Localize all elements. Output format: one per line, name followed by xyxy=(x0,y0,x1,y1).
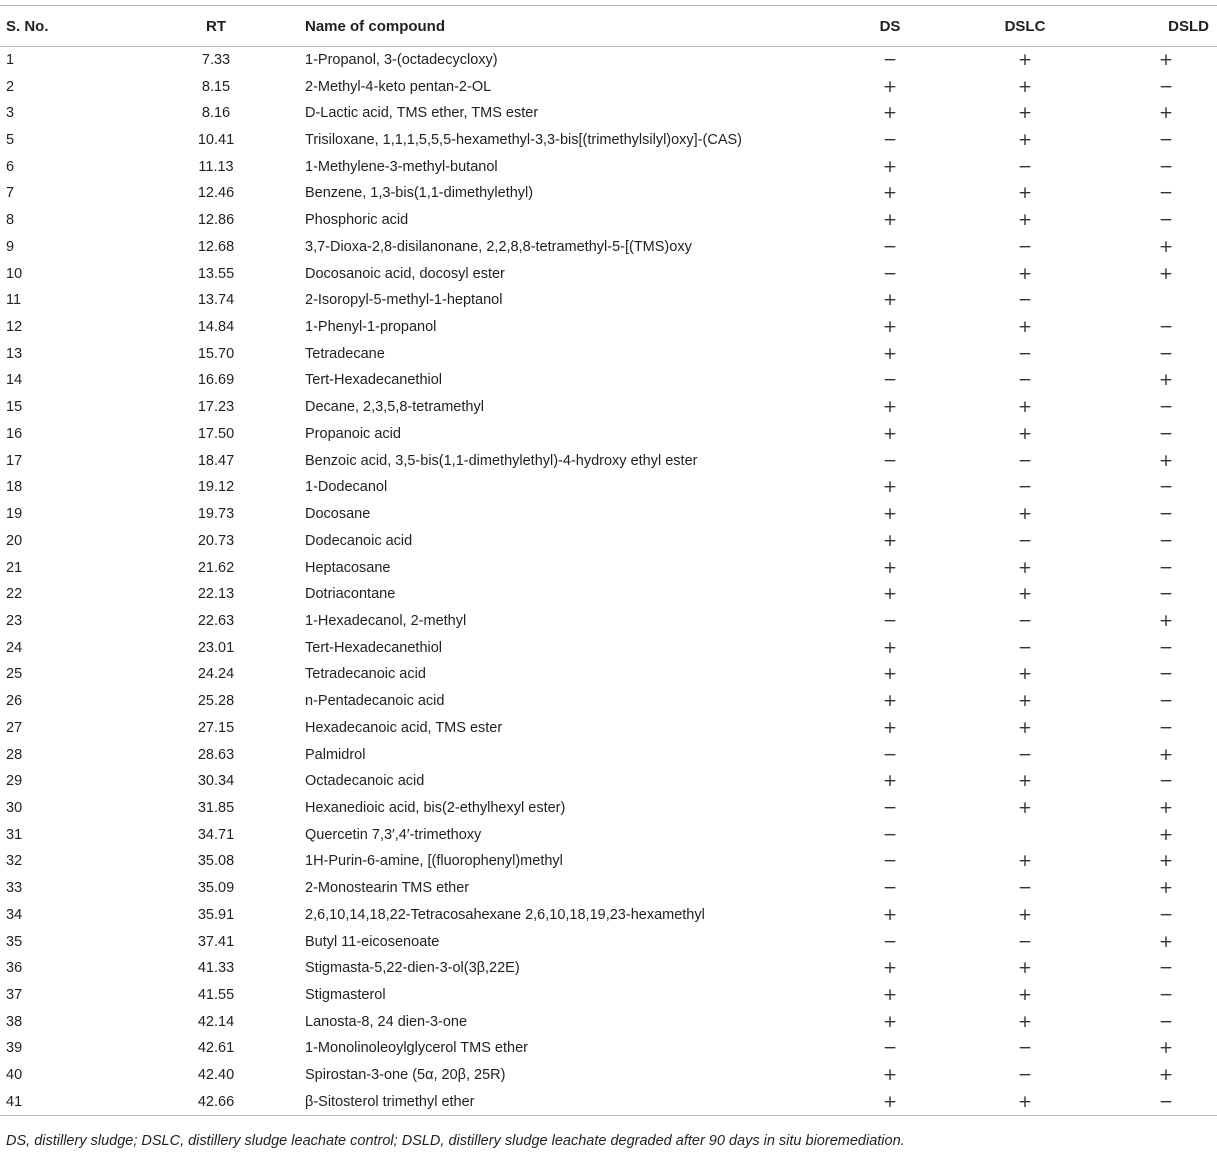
cell-ds: + xyxy=(882,183,898,204)
cell-dsld: − xyxy=(1158,76,1174,97)
cell-dslc: + xyxy=(1017,557,1033,578)
table-row xyxy=(0,474,1217,501)
cell-sno: 23 xyxy=(6,612,23,629)
table-row xyxy=(0,260,1217,287)
cell-sno: 9 xyxy=(6,238,15,255)
cell-dslc: + xyxy=(1017,210,1033,231)
cell-sno: 20 xyxy=(6,532,23,549)
cell-sno: 16 xyxy=(6,425,23,442)
cell-ds: − xyxy=(882,797,898,818)
cell-compound-name: 2-Isoropyl-5-methyl-1-heptanol xyxy=(305,292,503,309)
cell-compound-name: Butyl 11-eicosenoate xyxy=(305,933,440,950)
cell-ds: + xyxy=(882,290,898,311)
cell-rt: 25.28 xyxy=(197,693,235,710)
cell-dsld: − xyxy=(1158,477,1174,498)
cell-dslc: − xyxy=(1017,450,1033,471)
table-row xyxy=(0,394,1217,421)
cell-dslc: − xyxy=(1017,931,1033,952)
cell-rt: 18.47 xyxy=(197,452,235,469)
cell-ds: − xyxy=(882,50,898,71)
cell-rt: 15.70 xyxy=(197,345,235,362)
cell-ds: − xyxy=(882,744,898,765)
cell-compound-name: Benzene, 1,3-bis(1,1-dimethylethyl) xyxy=(305,185,534,202)
cell-compound-name: Docosane xyxy=(305,506,371,523)
cell-ds: + xyxy=(882,477,898,498)
header-ds: DS xyxy=(825,6,955,47)
header-name: Name of compound xyxy=(296,6,825,47)
cell-rt: 30.34 xyxy=(197,773,235,790)
cell-dslc: − xyxy=(1017,370,1033,391)
cell-dsld: + xyxy=(1158,744,1174,765)
cell-sno: 15 xyxy=(6,399,23,416)
table-header xyxy=(0,6,1217,47)
cell-dsld: − xyxy=(1158,530,1174,551)
cell-dsld: + xyxy=(1158,1065,1174,1086)
cell-dslc: − xyxy=(1017,477,1033,498)
cell-compound-name: Stigmasta-5,22-dien-3-ol(3β,22E) xyxy=(305,960,520,977)
table-row xyxy=(0,527,1217,554)
table-row xyxy=(0,340,1217,367)
cell-dsld: − xyxy=(1158,1011,1174,1032)
cell-dslc: + xyxy=(1017,958,1033,979)
cell-rt: 7.33 xyxy=(201,52,231,69)
cell-sno: 28 xyxy=(6,746,23,763)
table-body xyxy=(0,47,1217,1116)
cell-sno: 14 xyxy=(6,372,23,389)
cell-dsld: + xyxy=(1158,851,1174,872)
cell-rt: 19.12 xyxy=(197,479,235,496)
cell-rt: 8.15 xyxy=(201,78,231,95)
cell-compound-name: 1-Monolinoleoylglycerol TMS ether xyxy=(305,1040,528,1057)
cell-compound-name: Dotriacontane xyxy=(305,586,396,603)
cell-compound-name: 3,7-Dioxa-2,8-disilanonane, 2,2,8,8-tetramethyl-5-[(TMS)oxy xyxy=(305,238,692,255)
table-row xyxy=(0,661,1217,688)
table-row xyxy=(0,367,1217,394)
cell-ds: − xyxy=(882,851,898,872)
cell-rt: 12.86 xyxy=(197,212,235,229)
cell-compound-name: Dodecanoic acid xyxy=(305,532,413,549)
cell-compound-name: 1-Methylene-3-methyl-butanol xyxy=(305,158,498,175)
cell-rt: 42.61 xyxy=(197,1040,235,1057)
cell-dsld: − xyxy=(1158,423,1174,444)
table-row xyxy=(0,848,1217,875)
cell-rt: 35.91 xyxy=(197,906,235,923)
cell-dslc: + xyxy=(1017,904,1033,925)
cell-ds: − xyxy=(882,931,898,952)
cell-rt: 13.74 xyxy=(197,292,235,309)
cell-sno: 17 xyxy=(6,452,23,469)
cell-ds: + xyxy=(882,904,898,925)
cell-compound-name: Phosphoric acid xyxy=(305,212,409,229)
cell-sno: 8 xyxy=(6,212,15,229)
header-rt: RT xyxy=(136,6,296,47)
cell-compound-name: Docosanoic acid, docosyl ester xyxy=(305,265,505,282)
table-row xyxy=(0,47,1217,74)
table-row xyxy=(0,795,1217,822)
table-row xyxy=(0,714,1217,741)
table-row xyxy=(0,955,1217,982)
cell-compound-name: Octadecanoic acid xyxy=(305,773,425,790)
cell-compound-name: Quercetin 7,3′,4′-trimethoxy xyxy=(305,826,482,843)
cell-rt: 23.01 xyxy=(197,639,235,656)
cell-rt: 14.84 xyxy=(197,319,235,336)
cell-sno: 37 xyxy=(6,987,23,1004)
cell-dslc: + xyxy=(1017,797,1033,818)
cell-dslc: + xyxy=(1017,691,1033,712)
table-row xyxy=(0,768,1217,795)
cell-sno: 6 xyxy=(6,158,15,175)
cell-rt: 41.33 xyxy=(197,960,235,977)
cell-compound-name: 2-Monostearin TMS ether xyxy=(305,880,470,897)
cell-rt: 27.15 xyxy=(197,719,235,736)
cell-dslc: − xyxy=(1017,878,1033,899)
cell-rt: 17.50 xyxy=(197,425,235,442)
cell-dsld: + xyxy=(1158,878,1174,899)
cell-dslc: + xyxy=(1017,423,1033,444)
table-row xyxy=(0,447,1217,474)
table-row xyxy=(0,1035,1217,1062)
cell-compound-name: Palmidrol xyxy=(305,746,366,763)
cell-dsld: − xyxy=(1158,210,1174,231)
cell-ds: + xyxy=(882,717,898,738)
cell-dslc: − xyxy=(1017,744,1033,765)
cell-dsld: − xyxy=(1158,717,1174,738)
cell-compound-name: Trisiloxane, 1,1,1,5,5,5-hexamethyl-3,3-bis[(trimethylsilyl)oxy]-(CAS) xyxy=(305,132,743,149)
cell-sno: 25 xyxy=(6,666,23,683)
cell-rt: 35.08 xyxy=(197,853,235,870)
cell-dslc: + xyxy=(1017,263,1033,284)
cell-rt: 35.09 xyxy=(197,880,235,897)
cell-rt: 31.85 xyxy=(197,799,235,816)
cell-rt: 22.13 xyxy=(197,586,235,603)
cell-compound-name: 1-Propanol, 3-(octadecycloxy) xyxy=(305,52,498,69)
cell-ds: + xyxy=(882,504,898,525)
cell-rt: 21.62 xyxy=(197,559,235,576)
cell-dsld: − xyxy=(1158,664,1174,685)
table-row xyxy=(0,902,1217,929)
table-row xyxy=(0,127,1217,154)
cell-dsld: − xyxy=(1158,343,1174,364)
cell-ds: + xyxy=(882,958,898,979)
table-row xyxy=(0,1008,1217,1035)
cell-ds: + xyxy=(882,637,898,658)
cell-dsld: − xyxy=(1158,183,1174,204)
cell-dsld: − xyxy=(1158,985,1174,1006)
cell-sno: 1 xyxy=(6,52,15,69)
cell-sno: 13 xyxy=(6,345,23,362)
cell-ds: + xyxy=(882,103,898,124)
cell-dslc: + xyxy=(1017,317,1033,338)
cell-sno: 36 xyxy=(6,960,23,977)
cell-dslc: + xyxy=(1017,50,1033,71)
cell-compound-name: 1-Hexadecanol, 2-methyl xyxy=(305,612,467,629)
cell-ds: − xyxy=(882,450,898,471)
cell-ds: + xyxy=(882,156,898,177)
table-row xyxy=(0,982,1217,1009)
cell-dslc: + xyxy=(1017,584,1033,605)
cell-sno: 26 xyxy=(6,693,23,710)
cell-ds: + xyxy=(882,1065,898,1086)
cell-dsld: + xyxy=(1158,824,1174,845)
cell-sno: 2 xyxy=(6,78,15,95)
cell-sno: 5 xyxy=(6,132,15,149)
cell-dslc: + xyxy=(1017,504,1033,525)
cell-ds: + xyxy=(882,210,898,231)
cell-rt: 42.14 xyxy=(197,1013,235,1030)
table-row xyxy=(0,207,1217,234)
cell-ds: − xyxy=(882,130,898,151)
table-row xyxy=(0,741,1217,768)
cell-sno: 31 xyxy=(6,826,23,843)
cell-dsld: − xyxy=(1158,904,1174,925)
cell-dslc: − xyxy=(1017,236,1033,257)
cell-rt: 42.66 xyxy=(136,1089,296,1116)
table-footnote: DS, distillery sludge; DSLC, distillery sludge leachate control; DSLD, distillery sludge leachate degraded after 90 days in situ bioremediation. xyxy=(6,1133,905,1149)
cell-ds: − xyxy=(882,878,898,899)
cell-dsld: − xyxy=(1158,130,1174,151)
cell-dsld: + xyxy=(1158,610,1174,631)
cell-dslc: + xyxy=(1017,103,1033,124)
cell-compound-name: 2,6,10,14,18,22-Tetracosahexane 2,6,10,18,19,23-hexamethyl xyxy=(305,906,705,923)
table-row xyxy=(0,634,1217,661)
cell-ds: + xyxy=(882,423,898,444)
cell-compound-name: Tert-Hexadecanethiol xyxy=(305,639,443,656)
table-row xyxy=(0,875,1217,902)
cell-sno: 33 xyxy=(6,880,23,897)
table-row xyxy=(0,821,1217,848)
cell-ds: + xyxy=(825,1089,955,1116)
cell-ds: + xyxy=(882,317,898,338)
cell-dslc: + xyxy=(1017,664,1033,685)
cell-dslc: − xyxy=(1017,343,1033,364)
cell-dslc: + xyxy=(955,1089,1095,1116)
cell-sno: 29 xyxy=(6,773,23,790)
cell-sno: 38 xyxy=(6,1013,23,1030)
cell-dslc: + xyxy=(1017,183,1033,204)
cell-compound-name: Heptacosane xyxy=(305,559,391,576)
cell-sno: 12 xyxy=(6,319,23,336)
header-sno: S. No. xyxy=(0,6,136,47)
cell-dsld: − xyxy=(1158,317,1174,338)
cell-dsld: − xyxy=(1158,397,1174,418)
cell-ds: + xyxy=(882,1011,898,1032)
cell-dsld: + xyxy=(1158,236,1174,257)
cell-dslc: + xyxy=(1017,76,1033,97)
compound-table xyxy=(0,5,1217,1116)
cell-rt: 11.13 xyxy=(198,158,234,175)
cell-dslc: + xyxy=(1017,130,1033,151)
cell-compound-name: β-Sitosterol trimethyl ether xyxy=(296,1089,825,1116)
cell-dslc: + xyxy=(1017,771,1033,792)
cell-compound-name: Benzoic acid, 3,5-bis(1,1-dimethylethyl)-4-hydroxy ethyl ester xyxy=(305,452,698,469)
cell-dslc: − xyxy=(1017,290,1033,311)
cell-sno: 34 xyxy=(6,906,23,923)
cell-ds: + xyxy=(882,76,898,97)
cell-rt: 19.73 xyxy=(197,506,235,523)
cell-sno: 41 xyxy=(0,1089,136,1116)
cell-dsld: − xyxy=(1158,691,1174,712)
cell-dsld: − xyxy=(1158,771,1174,792)
cell-dslc: − xyxy=(1017,610,1033,631)
cell-compound-name: n-Pentadecanoic acid xyxy=(305,693,445,710)
cell-dslc xyxy=(955,821,1095,848)
table-row xyxy=(0,100,1217,127)
cell-dsld: − xyxy=(1095,1089,1217,1116)
cell-ds: − xyxy=(882,370,898,391)
table-row xyxy=(0,928,1217,955)
table-row xyxy=(0,688,1217,715)
cell-compound-name: 1H-Purin-6-amine, [(fluorophenyl)methyl xyxy=(305,853,563,870)
cell-rt: 24.24 xyxy=(197,666,235,683)
cell-ds: − xyxy=(882,236,898,257)
cell-ds: + xyxy=(882,664,898,685)
cell-dsld: + xyxy=(1158,450,1174,471)
table-row xyxy=(0,234,1217,261)
cell-ds: − xyxy=(882,263,898,284)
cell-ds: + xyxy=(882,557,898,578)
cell-dsld xyxy=(1095,287,1217,314)
table-row xyxy=(0,73,1217,100)
cell-sno: 22 xyxy=(6,586,23,603)
cell-compound-name: Decane, 2,3,5,8-tetramethyl xyxy=(305,399,484,416)
table-row xyxy=(0,314,1217,341)
cell-compound-name: Lanosta-8, 24 dien-3-one xyxy=(305,1013,468,1030)
cell-ds: + xyxy=(882,771,898,792)
cell-rt: 10.41 xyxy=(197,132,235,149)
cell-compound-name: Tetradecane xyxy=(305,345,385,362)
cell-sno: 7 xyxy=(6,185,15,202)
cell-compound-name: 1-Dodecanol xyxy=(305,479,388,496)
cell-compound-name: D-Lactic acid, TMS ether, TMS ester xyxy=(305,105,539,122)
cell-dsld: − xyxy=(1158,637,1174,658)
cell-dslc: − xyxy=(1017,1065,1033,1086)
cell-dslc: + xyxy=(1017,717,1033,738)
cell-dslc: + xyxy=(1017,985,1033,1006)
cell-sno: 18 xyxy=(6,479,23,496)
cell-compound-name: Stigmasterol xyxy=(305,987,386,1004)
cell-compound-name: Tetradecanoic acid xyxy=(305,666,426,683)
cell-rt: 12.68 xyxy=(197,238,235,255)
cell-rt: 16.69 xyxy=(197,372,235,389)
table-row xyxy=(0,1089,1217,1116)
cell-compound-name: Tert-Hexadecanethiol xyxy=(305,372,443,389)
cell-ds: + xyxy=(882,584,898,605)
cell-dsld: − xyxy=(1158,584,1174,605)
header-dsld: DSLD xyxy=(1095,6,1217,47)
cell-dslc: − xyxy=(1017,1038,1033,1059)
cell-compound-name: Propanoic acid xyxy=(305,425,401,442)
cell-dslc: − xyxy=(1017,530,1033,551)
cell-ds: + xyxy=(882,530,898,551)
cell-sno: 21 xyxy=(6,559,23,576)
cell-ds: + xyxy=(882,985,898,1006)
cell-ds: − xyxy=(882,1038,898,1059)
cell-compound-name: 1-Phenyl-1-propanol xyxy=(305,319,437,336)
cell-dsld: + xyxy=(1158,797,1174,818)
cell-sno: 3 xyxy=(6,105,15,122)
table-row xyxy=(0,581,1217,608)
cell-compound-name: 2-Methyl-4-keto pentan-2-OL xyxy=(305,78,492,95)
cell-compound-name: Hexanedioic acid, bis(2-ethylhexyl ester) xyxy=(305,799,566,816)
cell-dsld: + xyxy=(1158,931,1174,952)
cell-dslc: − xyxy=(1017,637,1033,658)
table-row xyxy=(0,180,1217,207)
cell-rt: 28.63 xyxy=(197,746,235,763)
cell-compound-name: Hexadecanoic acid, TMS ester xyxy=(305,719,503,736)
cell-sno: 24 xyxy=(6,639,23,656)
cell-rt: 37.41 xyxy=(197,933,235,950)
cell-dslc: + xyxy=(1017,851,1033,872)
cell-rt: 20.73 xyxy=(197,532,235,549)
table-row xyxy=(0,421,1217,448)
cell-dsld: − xyxy=(1158,557,1174,578)
cell-dsld: − xyxy=(1158,504,1174,525)
cell-ds: + xyxy=(882,691,898,712)
table-row xyxy=(0,1062,1217,1089)
cell-ds: − xyxy=(882,610,898,631)
cell-dsld: + xyxy=(1158,103,1174,124)
cell-sno: 11 xyxy=(6,292,22,309)
cell-sno: 30 xyxy=(6,799,23,816)
cell-dsld: − xyxy=(1158,958,1174,979)
header-row xyxy=(0,6,1217,47)
cell-sno: 10 xyxy=(6,265,23,282)
cell-sno: 32 xyxy=(6,853,23,870)
table-row xyxy=(0,287,1217,314)
cell-sno: 35 xyxy=(6,933,23,950)
cell-compound-name: Spirostan-3-one (5α, 20β, 25R) xyxy=(305,1067,506,1084)
cell-sno: 40 xyxy=(6,1067,23,1084)
cell-rt: 34.71 xyxy=(197,826,235,843)
cell-sno: 19 xyxy=(6,506,23,523)
table-row xyxy=(0,608,1217,635)
cell-ds: + xyxy=(882,397,898,418)
cell-ds: − xyxy=(882,824,898,845)
cell-rt: 41.55 xyxy=(197,987,235,1004)
cell-rt: 13.55 xyxy=(197,265,235,282)
cell-dslc: + xyxy=(1017,397,1033,418)
cell-rt: 22.63 xyxy=(197,612,235,629)
cell-rt: 8.16 xyxy=(201,105,231,122)
cell-dslc: − xyxy=(1017,156,1033,177)
cell-rt: 42.40 xyxy=(197,1067,235,1084)
table-row xyxy=(0,554,1217,581)
table-row xyxy=(0,153,1217,180)
cell-dsld: + xyxy=(1158,50,1174,71)
cell-rt: 12.46 xyxy=(197,185,235,202)
cell-dslc: + xyxy=(1017,1011,1033,1032)
cell-ds: + xyxy=(882,343,898,364)
cell-dsld: + xyxy=(1158,370,1174,391)
cell-dsld: + xyxy=(1158,1038,1174,1059)
header-dslc: DSLC xyxy=(955,6,1095,47)
table-row xyxy=(0,501,1217,528)
cell-dsld: − xyxy=(1158,156,1174,177)
cell-sno: 27 xyxy=(6,719,23,736)
cell-sno: 39 xyxy=(6,1040,23,1057)
cell-rt: 17.23 xyxy=(197,399,235,416)
cell-dsld: + xyxy=(1158,263,1174,284)
